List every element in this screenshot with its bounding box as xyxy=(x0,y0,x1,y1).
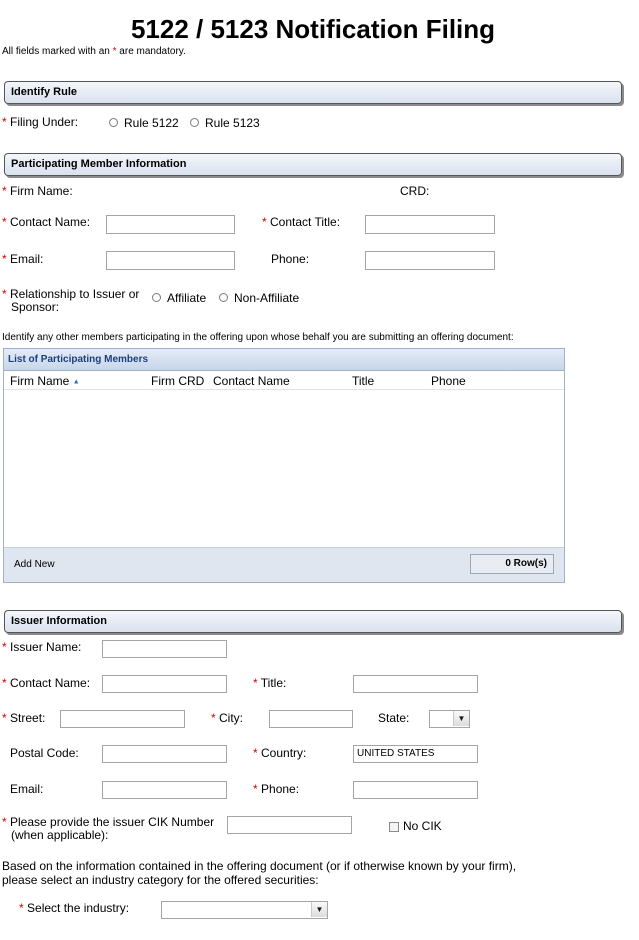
column-firm-name[interactable] xyxy=(10,374,80,388)
participating-members-grid xyxy=(3,348,565,583)
add-new-button[interactable]: Add New xyxy=(14,559,55,570)
non-affiliate-radio[interactable] xyxy=(219,293,228,302)
postal-code-input[interactable] xyxy=(102,745,227,763)
sort-ascending-icon: ▲ xyxy=(72,378,80,386)
other-members-instructions: Identify any other members participating in the offering upon whose behalf you are submitting an offering document: xyxy=(2,332,514,343)
street-input[interactable] xyxy=(60,710,185,728)
cik-label xyxy=(2,816,214,842)
filing-under-label xyxy=(2,115,78,129)
cik-text-line1: Please provide the issuer CIK Number xyxy=(10,815,215,829)
issuer-phone-input[interactable] xyxy=(353,781,478,799)
relationship-text-line1: Relationship to Issuer or xyxy=(10,287,140,301)
member-phone-input[interactable] xyxy=(365,251,495,270)
contact-title-label xyxy=(262,215,340,229)
rule-5123-label[interactable]: Rule 5123 xyxy=(205,116,260,130)
contact-title-input[interactable] xyxy=(365,215,495,234)
city-text: City: xyxy=(219,711,244,725)
relationship-text-line2: Sponsor: xyxy=(11,300,60,314)
rule-5122-radio[interactable] xyxy=(109,118,118,127)
issuer-title-text: Title: xyxy=(260,676,287,690)
participating-member-section xyxy=(4,153,622,176)
required-asterisk: * xyxy=(2,640,7,654)
firm-name-text: Firm Name: xyxy=(10,184,73,198)
cik-number-input[interactable] xyxy=(227,816,352,834)
required-asterisk: * xyxy=(2,815,7,829)
city-label xyxy=(211,711,243,725)
industry-instructions xyxy=(2,859,516,887)
country-label xyxy=(253,746,306,760)
rule-5122-label[interactable]: Rule 5122 xyxy=(124,116,179,130)
street-text: Street: xyxy=(10,711,46,725)
required-asterisk: * xyxy=(2,287,7,301)
issuer-contact-name-text: Contact Name: xyxy=(10,676,91,690)
chevron-down-icon[interactable]: ▼ xyxy=(311,902,327,917)
issuer-email-input[interactable] xyxy=(102,781,227,799)
affiliate-radio[interactable] xyxy=(152,293,161,302)
contact-name-input[interactable] xyxy=(106,215,235,234)
participating-member-title: Participating Member Information xyxy=(11,158,187,170)
relationship-label xyxy=(2,288,139,314)
column-phone[interactable]: Phone xyxy=(431,374,466,388)
phone-label: Phone: xyxy=(271,252,310,266)
chevron-down-icon[interactable]: ▼ xyxy=(453,711,469,726)
mandatory-note xyxy=(2,46,186,57)
issuer-title-label xyxy=(253,676,286,690)
required-asterisk: * xyxy=(253,782,258,796)
required-asterisk: * xyxy=(2,252,7,266)
grid-title: List of Participating Members xyxy=(8,354,149,365)
issuer-email-label: Email: xyxy=(10,782,44,796)
mandatory-note-suffix: are mandatory. xyxy=(119,46,186,57)
contact-title-text: Contact Title: xyxy=(270,215,341,229)
column-firm-name-label: Firm Name xyxy=(10,374,70,388)
column-firm-crd[interactable]: Firm CRD xyxy=(151,374,205,388)
page-title: 5122 / 5123 Notification Filing xyxy=(130,14,496,44)
firm-name-label xyxy=(2,184,73,198)
industry-select[interactable] xyxy=(161,901,328,919)
column-title[interactable]: Title xyxy=(352,374,375,388)
email-label xyxy=(2,252,43,266)
issuer-contact-name-label xyxy=(2,676,90,690)
issuer-contact-name-input[interactable] xyxy=(102,675,227,693)
industry-label xyxy=(19,901,129,915)
country-input[interactable]: UNITED STATES xyxy=(353,745,478,763)
identify-rule-title: Identify Rule xyxy=(11,86,78,98)
required-asterisk: * xyxy=(2,676,7,690)
required-asterisk: * xyxy=(253,746,258,760)
no-cik-checkbox[interactable] xyxy=(389,822,399,832)
rule-5123-radio[interactable] xyxy=(190,118,199,127)
industry-instructions-line1: Based on the information contained in the offering document (or if otherwise known by your firm), xyxy=(2,859,517,873)
required-asterisk: * xyxy=(112,46,117,57)
crd-label: CRD: xyxy=(400,184,430,198)
issuer-phone-text: Phone: xyxy=(261,782,300,796)
required-asterisk: * xyxy=(253,676,258,690)
city-input[interactable] xyxy=(269,710,353,728)
column-contact-name[interactable]: Contact Name xyxy=(213,374,290,388)
industry-text: Select the industry: xyxy=(27,901,130,915)
required-asterisk: * xyxy=(2,184,7,198)
state-select[interactable] xyxy=(429,710,470,728)
required-asterisk: * xyxy=(211,711,216,725)
email-text: Email: xyxy=(10,252,44,266)
issuer-name-input[interactable] xyxy=(102,640,227,658)
grid-header xyxy=(4,349,564,371)
non-affiliate-label[interactable]: Non-Affiliate xyxy=(234,291,300,305)
grid-column-headers xyxy=(4,371,564,390)
industry-instructions-line2: please select an industry category for the offered securities: xyxy=(2,873,319,887)
filing-under-text: Filing Under: xyxy=(10,115,79,129)
affiliate-label[interactable]: Affiliate xyxy=(167,291,207,305)
member-email-input[interactable] xyxy=(106,251,235,270)
issuer-name-text: Issuer Name: xyxy=(10,640,82,654)
state-label: State: xyxy=(378,711,410,725)
required-asterisk: * xyxy=(2,711,7,725)
required-asterisk: * xyxy=(262,215,267,229)
grid-footer xyxy=(4,547,564,582)
country-text: Country: xyxy=(261,746,307,760)
issuer-name-label xyxy=(2,640,81,654)
issuer-phone-label xyxy=(253,782,299,796)
mandatory-note-prefix: All fields marked with an xyxy=(2,46,110,57)
issuer-information-title: Issuer Information xyxy=(11,615,107,627)
postal-code-label: Postal Code: xyxy=(10,746,79,760)
contact-name-label xyxy=(2,215,90,229)
required-asterisk: * xyxy=(2,215,7,229)
issuer-title-input[interactable] xyxy=(353,675,478,693)
no-cik-label[interactable]: No CIK xyxy=(403,819,442,833)
street-label xyxy=(2,711,45,725)
row-count: 0 Row(s) xyxy=(470,554,554,574)
required-asterisk: * xyxy=(2,115,7,129)
issuer-information-section xyxy=(4,610,622,633)
identify-rule-section xyxy=(4,81,622,104)
required-asterisk: * xyxy=(19,901,24,915)
cik-text-line2: (when applicable): xyxy=(11,828,109,842)
contact-name-text: Contact Name: xyxy=(10,215,91,229)
